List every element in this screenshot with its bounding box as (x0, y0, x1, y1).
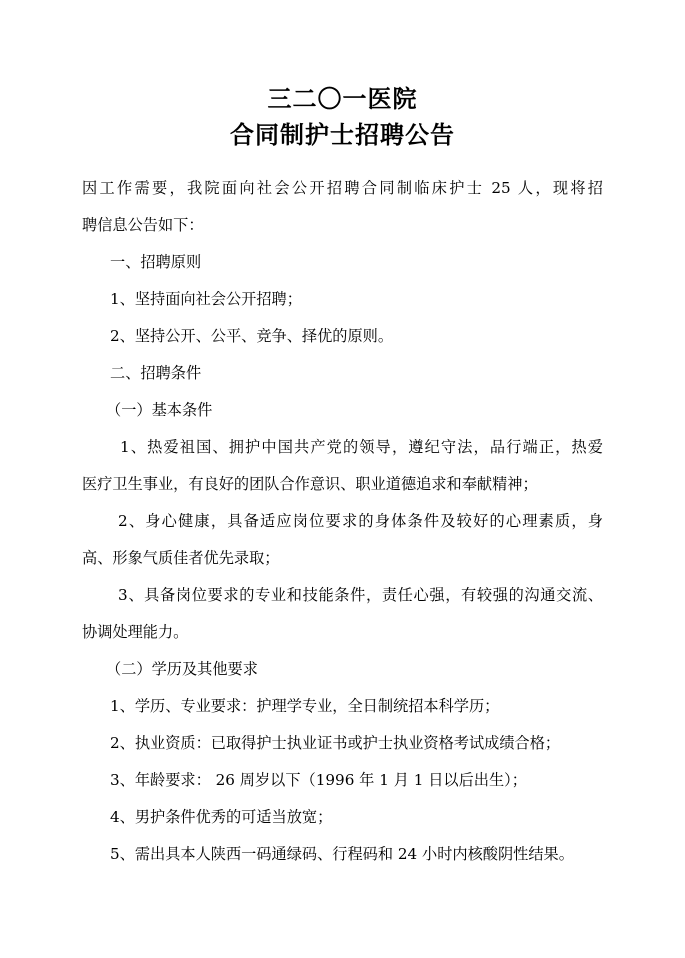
requirement-item-5: 5、需出具本人陕西一码通绿码、行程码和 24 小时内核酸阴性结果。 (110, 845, 574, 863)
section-heading-conditions: 二、招聘条件 (110, 364, 202, 382)
document-title-announcement: 合同制护士招聘公告 (230, 121, 455, 149)
requirement-item-1: 1、学历、专业要求：护理学专业，全日制统招本科学历； (110, 697, 500, 715)
requirement-item-3: 3、年龄要求： 26 周岁以下（1996 年 1 月 1 日以后出生）； (110, 771, 527, 789)
basic-condition-2-line1: 2、身心健康，具备适应岗位要求的身体条件及较好的心理素质，身 (118, 512, 603, 530)
requirement-item-4: 4、男护条件优秀的可适当放宽； (110, 808, 333, 826)
basic-condition-3-line2: 协调处理能力。 (82, 623, 189, 641)
intro-paragraph-line2: 聘信息公告如下： (82, 216, 204, 234)
subsection-heading-basic: （一）基本条件 (106, 401, 213, 419)
requirement-item-2: 2、执业资质：已取得护士执业证书或护士执业资格考试成绩合格； (110, 734, 561, 752)
subsection-heading-education: （二）学历及其他要求 (106, 660, 258, 678)
basic-condition-2-line2: 高、形象气质佳者优先录取； (82, 549, 280, 567)
principle-item-1: 1、坚持面向社会公开招聘； (110, 290, 302, 308)
intro-paragraph-line1: 因工作需要，我院面向社会公开招聘合同制临床护士 25 人，现将招 (82, 179, 603, 197)
basic-condition-3-line1: 3、具备岗位要求的专业和技能条件，责任心强，有较强的沟通交流、 (118, 586, 603, 604)
document-title-hospital: 三二〇一医院 (267, 85, 418, 113)
principle-item-2: 2、坚持公开、公平、竞争、择优的原则。 (110, 327, 394, 345)
basic-condition-1-line1: 1、热爱祖国、拥护中国共产党的领导，遵纪守法，品行端正，热爱 (120, 438, 603, 456)
section-heading-principles: 一、招聘原则 (110, 253, 202, 271)
basic-condition-1-line2: 医疗卫生事业，有良好的团队合作意识、职业道德追求和奉献精神； (82, 475, 538, 493)
